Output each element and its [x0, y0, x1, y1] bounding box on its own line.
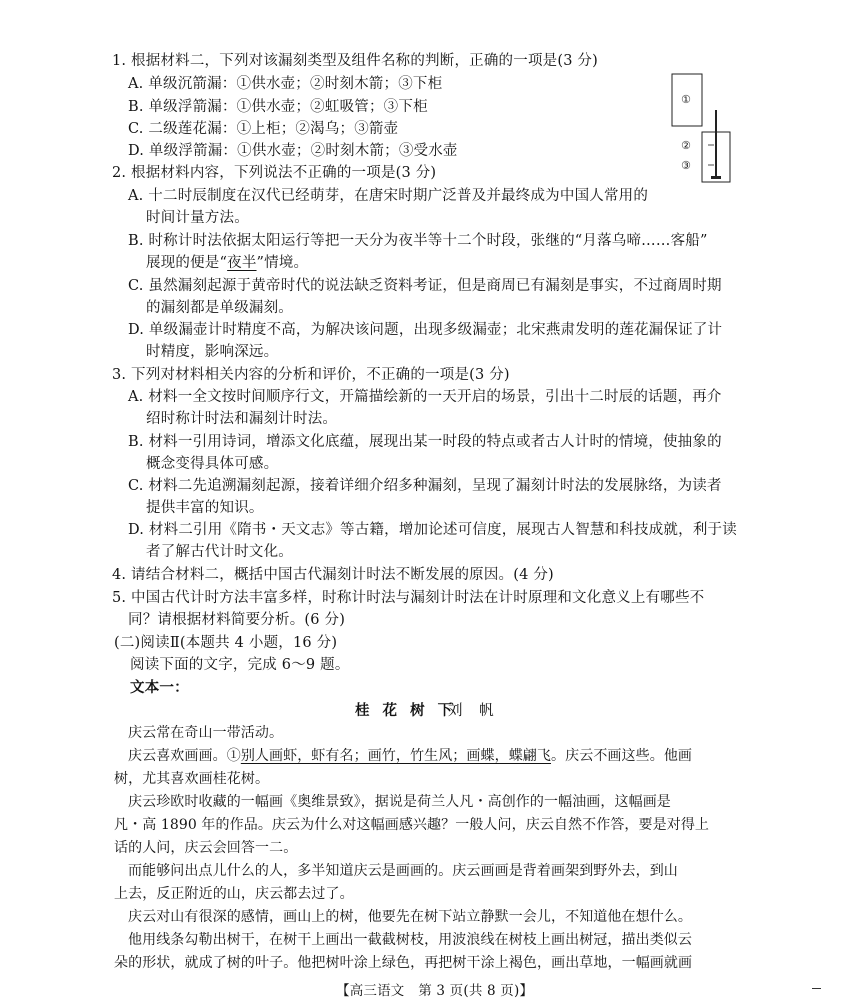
story-author: 刘 帆	[448, 703, 500, 719]
story-paragraph-3-line2: 凡・高 1890 年的作品。庆云为什么对这幅画感兴趣？一般人问，庆云自然不作答，要是对得上	[114, 817, 710, 833]
q3-option-a-line1: A. 材料一全文按时间顺序行文，开篇描绘新的一天开启的场景，引出十二时辰的话题，再介	[128, 389, 722, 405]
story-paragraph-2-line1	[128, 745, 692, 767]
q5-stem-line1: 5. 中国古代计时方法丰富多样，时称计时法与漏刻计时法在计时原理和文化意义上有哪些不	[112, 590, 705, 606]
story-paragraph-4-line1: 而能够问出点儿什么的人，多半知道庆云是画画的。庆云画画是背着画架到野外去，到山	[128, 863, 678, 879]
water-clock-diagram	[668, 72, 738, 188]
q3-option-c-line1: C. 材料二先追溯漏刻起源，接着详细介绍多种漏刻，呈现了漏刻计时法的发展脉络，为读者	[128, 478, 722, 494]
story-paragraph-1: 庆云常在奇山一带活动。	[128, 725, 284, 741]
story-title: 桂 花 树 下	[355, 702, 457, 719]
story-paragraph-5: 庆云对山有很深的感情，画山上的树，他要先在树下站立静默一会儿，不知道他在想什么。	[128, 909, 692, 925]
q3-option-b-line1: B. 材料一引用诗词，增添文化底蕴，展现出某一时段的特点或者古人计时的情境，使抽象的	[128, 434, 722, 450]
q2-stem: 2. 根据材料内容，下列说法不正确的一项是(3 分)	[112, 165, 437, 181]
text-one-label: 文本一：	[130, 679, 189, 696]
q1-stem: 1. 根据材料二，下列对该漏刻类型及组件名称的判断，正确的一项是(3 分)	[112, 53, 598, 69]
story-paragraph-2-line2: 树，尤其喜欢画桂花树。	[114, 771, 270, 787]
q2-option-b-line1: B. 时称计时法依据太阳运行等把一天分为夜半等十二个时段，张继的“月落乌啼……客船”	[128, 233, 708, 249]
story-paragraph-6-line1: 他用线条勾勒出树干，在树干上画出一截截树枝，用波浪线在树枝上画出树冠，描出类似云	[128, 932, 692, 948]
q3-option-b-line2: 概念变得具体可感。	[146, 456, 279, 472]
q3-stem: 3. 下列对材料相关内容的分析和评价，不正确的一项是(3 分)	[112, 367, 510, 383]
float-shape	[711, 176, 721, 179]
q2-b-underlined: 夜半	[227, 255, 257, 271]
story-paragraph-4-line2: 上去，反正附近的山，庆云都去过了。	[114, 886, 354, 902]
page-footer: 【高三语文 第 3 页(共 8 页)】	[336, 983, 534, 999]
q3-option-d-line1: D. 材料二引用《隋书・天文志》等古籍，增加论述可信度，展现古人智慧和科技成就，利于读	[128, 522, 737, 538]
q1-option-d: D. 单级浮箭漏：①供水壶；②时刻木箭；③受水壶	[128, 143, 458, 159]
q3-option-a-line2: 绍时称计时法和漏刻计时法。	[146, 411, 338, 427]
q2-option-d-line1: D. 单级漏壶计时精度不高，为解决该问题，出现多级漏壶；北宋燕肃发明的莲花漏保证了计	[128, 322, 723, 338]
q1-option-a: A. 单级沉箭漏：①供水壶；②时刻木箭；③下柜	[128, 76, 443, 92]
diagram-label-2: ②	[681, 139, 691, 152]
q2-option-a-line2: 时间计量方法。	[146, 210, 249, 226]
p2-text-a: 庆云喜欢画画。①	[128, 748, 241, 764]
story-paragraph-3-line1: 庆云珍欧时收藏的一幅画《奥维景致》，据说是荷兰人凡・高创作的一幅油画，这幅画是	[128, 794, 671, 810]
p2-underlined: 别人画虾，虾有名；画竹，竹生风；画蝶，蝶翩飞	[240, 748, 552, 764]
q2-option-c-line2: 的漏刻都是单级漏刻。	[146, 300, 293, 316]
section-instruction: 阅读下面的文字，完成 6～9 题。	[130, 657, 350, 673]
q2-option-b-line2	[146, 252, 308, 274]
q5-stem-line2: 同？请根据材料简要分析。(6 分)	[128, 612, 346, 628]
p2-text-c: 。庆云不画这些。他画	[551, 748, 693, 764]
corner-mark	[812, 988, 821, 989]
q2-option-d-line2: 时精度，影响深远。	[146, 344, 279, 360]
q2-option-c-line1: C. 虽然漏刻起源于黄帝时代的说法缺乏资料考证，但是商周已有漏刻是事实，不过商周时期	[128, 278, 722, 294]
diagram-label-3: ③	[681, 159, 691, 172]
q2-b-text-a: 展现的便是“	[146, 255, 228, 271]
q4-stem: 4. 请结合材料二，概括中国古代漏刻计时法不断发展的原因。(4 分)	[112, 567, 554, 583]
q2-option-a-line1: A. 十二时辰制度在汉代已经萌芽，在唐宋时期广泛普及并最终成为中国人常用的	[128, 188, 649, 204]
story-paragraph-6-line2: 朵的形状，就成了树的叶子。他把树叶涂上绿色，再把树干涂上褐色，画出草地，一幅画就画	[114, 955, 693, 971]
q3-option-c-line2: 提供丰富的知识。	[146, 500, 264, 516]
q1-option-b: B. 单级浮箭漏：①供水壶；②虹吸管；③下柜	[128, 99, 428, 115]
section-heading: (二)阅读Ⅱ(本题共 4 小题，16 分)	[114, 635, 338, 651]
q1-option-c: C. 二级莲花漏：①上柜；②渴乌；③箭壶	[128, 121, 399, 137]
q3-option-d-line2: 者了解古代计时文化。	[146, 544, 293, 560]
story-paragraph-3-line3: 话的人问，庆云会回答一二。	[114, 840, 298, 856]
diagram-label-1: ①	[681, 93, 691, 106]
q2-b-text-c: ”情境。	[256, 255, 309, 271]
